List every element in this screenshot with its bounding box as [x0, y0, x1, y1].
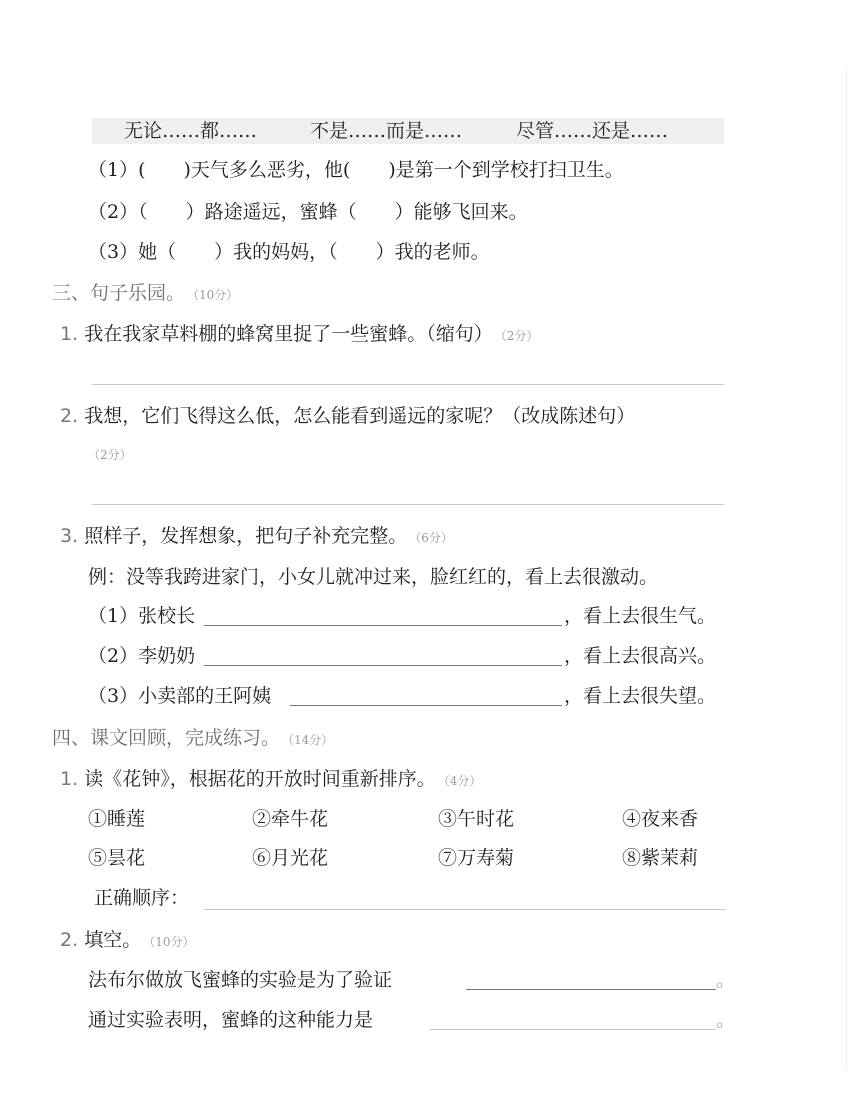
word-bank-item: 尽管……还是……: [516, 120, 669, 142]
question-3-2: [60, 404, 635, 428]
question-text: 我在我家草料棚的蜂窝里捉了一些蜜蜂。（缩句）: [84, 323, 493, 345]
sentence-suffix: ，看上去很生气。: [564, 605, 717, 627]
fill-item-2: （2）（ ）路途遥远，蜜蜂（ ）能够飞回来。: [88, 201, 528, 223]
section-3-title: 三、句子乐园。: [52, 282, 186, 304]
question-number: 1.: [60, 768, 79, 790]
answer-blank[interactable]: [430, 1029, 716, 1030]
question-number: 2.: [60, 405, 79, 427]
section-4-score: （14分）: [288, 733, 334, 747]
section-4-heading: [52, 726, 333, 752]
word-bank-item: 不是……而是……: [310, 120, 463, 142]
flower-item: ③午时花: [438, 808, 515, 830]
question-text: 我想，它们飞得这么低，怎么能看到遥远的家呢？（改成陈述句）: [84, 405, 636, 427]
flower-item: ⑦万寿菊: [438, 847, 515, 869]
answer-blank[interactable]: [204, 625, 562, 626]
flower-item: ①睡莲: [88, 808, 146, 830]
fill-sentence-2: 通过实验表明，蜜蜂的这种能力是: [88, 1009, 374, 1031]
question-score: （4分）: [443, 774, 482, 788]
fill-item-3: （3）她（ ）我的妈妈，（ ）我的老师。: [88, 241, 490, 263]
question-3-1: [60, 322, 538, 348]
question-4-2: [60, 928, 194, 954]
question-score: （6分）: [415, 531, 453, 545]
section-3-score: （10分）: [193, 288, 239, 302]
order-label: 正确顺序：: [94, 887, 190, 909]
flower-item: ②牵牛花: [252, 808, 329, 830]
question-text: 照样子，发挥想象，把句子补充完整。: [84, 525, 408, 547]
answer-line[interactable]: [92, 504, 724, 505]
answer-blank[interactable]: [466, 989, 716, 990]
fill-sentence-1: 法布尔做放飞蜜蜂的实验是为了验证: [88, 969, 393, 991]
word-bank: [92, 118, 724, 144]
flower-item: ⑥月光花: [252, 847, 329, 869]
sentence-prefix: （2）李奶奶: [88, 645, 196, 667]
answer-blank[interactable]: [290, 705, 562, 706]
answer-line[interactable]: [92, 384, 724, 385]
sentence-prefix: （1）张校长: [88, 605, 196, 627]
answer-blank[interactable]: [204, 665, 562, 666]
question-text: 读《花钟》，根据花的开放时间重新排序。: [84, 768, 436, 790]
question-number: 3.: [60, 525, 79, 547]
question-score: （10分）: [149, 935, 195, 949]
sentence-prefix: （3）小卖部的王阿姨: [88, 685, 272, 707]
question-4-1: [60, 767, 481, 793]
sentence-end: 。: [716, 1009, 736, 1031]
sentence-suffix: ，看上去很失望。: [564, 685, 717, 707]
order-answer-line[interactable]: [204, 909, 726, 910]
section-3-heading: [52, 281, 238, 307]
question-3-3: [60, 524, 453, 550]
section-4-title: 四、课文回顾，完成练习。: [52, 727, 281, 749]
page-edge-divider: [846, 70, 847, 1070]
word-bank-item: 无论……都……: [124, 120, 258, 142]
question-text: 填空。: [84, 929, 142, 951]
question-number: 1.: [60, 323, 79, 345]
question-score: （2分）: [500, 329, 539, 343]
flower-item: ⑤昙花: [88, 847, 146, 869]
question-score: （2分）: [88, 448, 132, 462]
question-number: 2.: [60, 929, 79, 951]
sentence-suffix: ，看上去很高兴。: [564, 645, 717, 667]
flower-item: ④夜来香: [622, 808, 699, 830]
fill-item-1: （1）( )天气多么恶劣，他( )是第一个到学校打扫卫生。: [88, 159, 624, 181]
flower-item: ⑧紫茉莉: [622, 847, 699, 869]
example-sentence: 例：没等我跨进家门，小女儿就冲过来，脸红红的，看上去很激动。: [88, 566, 659, 588]
sentence-end: 。: [716, 969, 736, 991]
